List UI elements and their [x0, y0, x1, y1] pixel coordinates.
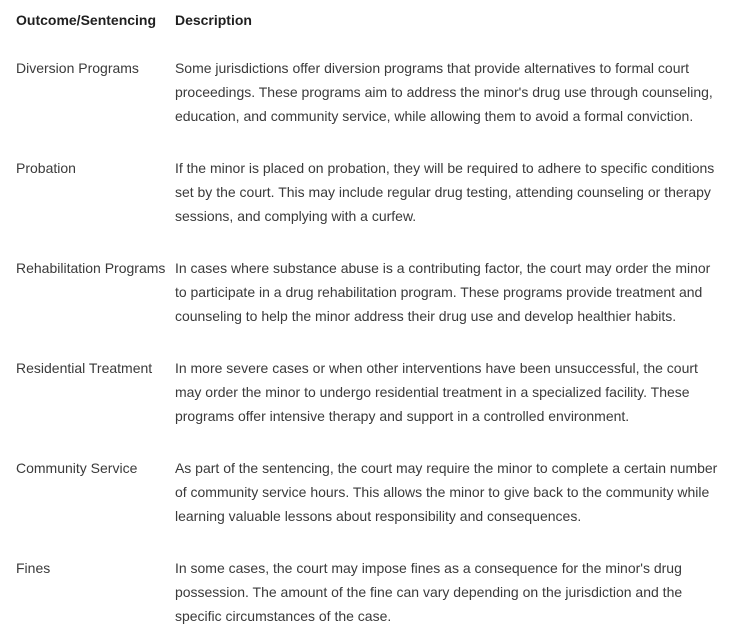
row-description: Some jurisdictions offer diversion programs that provide alternatives to formal court proceedings. These programs aim to address the minor's drug use through counseling, education, and community service, while allowing them to avoid a formal conviction. — [174, 60, 713, 124]
header-outcome: Outcome/Sentencing — [16, 12, 157, 28]
table-row — [0, 544, 730, 644]
row-outcome: Community Service — [16, 460, 138, 476]
row-description: In some cases, the court may impose fines as a consequence for the minor's drug possession. The amount of the fine can vary depending on the jurisdiction and the specific circumstances of the case. — [174, 560, 683, 624]
row-description: In cases where substance abuse is a contributing factor, the court may order the minor to participate in a drug rehabilitation program. These programs provide treatment and counseling to help the minor address their drug use and develop healthier habits. — [174, 260, 711, 324]
row-outcome: Probation — [16, 160, 76, 176]
row-description: In more severe cases or when other interventions have been unsuccessful, the court may order the minor to undergo residential treatment in a specialized facility. These programs offer intensive therapy and support in a controlled environment. — [174, 360, 698, 424]
row-outcome: Rehabilitation Programs — [16, 260, 166, 276]
row-outcome: Fines — [16, 560, 51, 576]
row-description: As part of the sentencing, the court may require the minor to complete a certain number of community service hours. This allows the minor to give back to the community while learning valuable lessons about responsibility and consequences. — [174, 460, 718, 524]
table-row — [0, 44, 730, 144]
table-row — [0, 144, 730, 244]
table-row — [0, 344, 730, 444]
header-description: Description — [174, 12, 252, 28]
table-header-row — [0, 0, 730, 44]
row-outcome: Diversion Programs — [16, 60, 139, 76]
table-row — [0, 244, 730, 344]
table-row — [0, 444, 730, 544]
row-description: If the minor is placed on probation, they will be required to adhere to specific conditions set by the court. This may include regular drug testing, attending counseling or therapy sessions, and complying with a curfew. — [174, 160, 715, 224]
row-outcome: Residential Treatment — [16, 360, 153, 376]
